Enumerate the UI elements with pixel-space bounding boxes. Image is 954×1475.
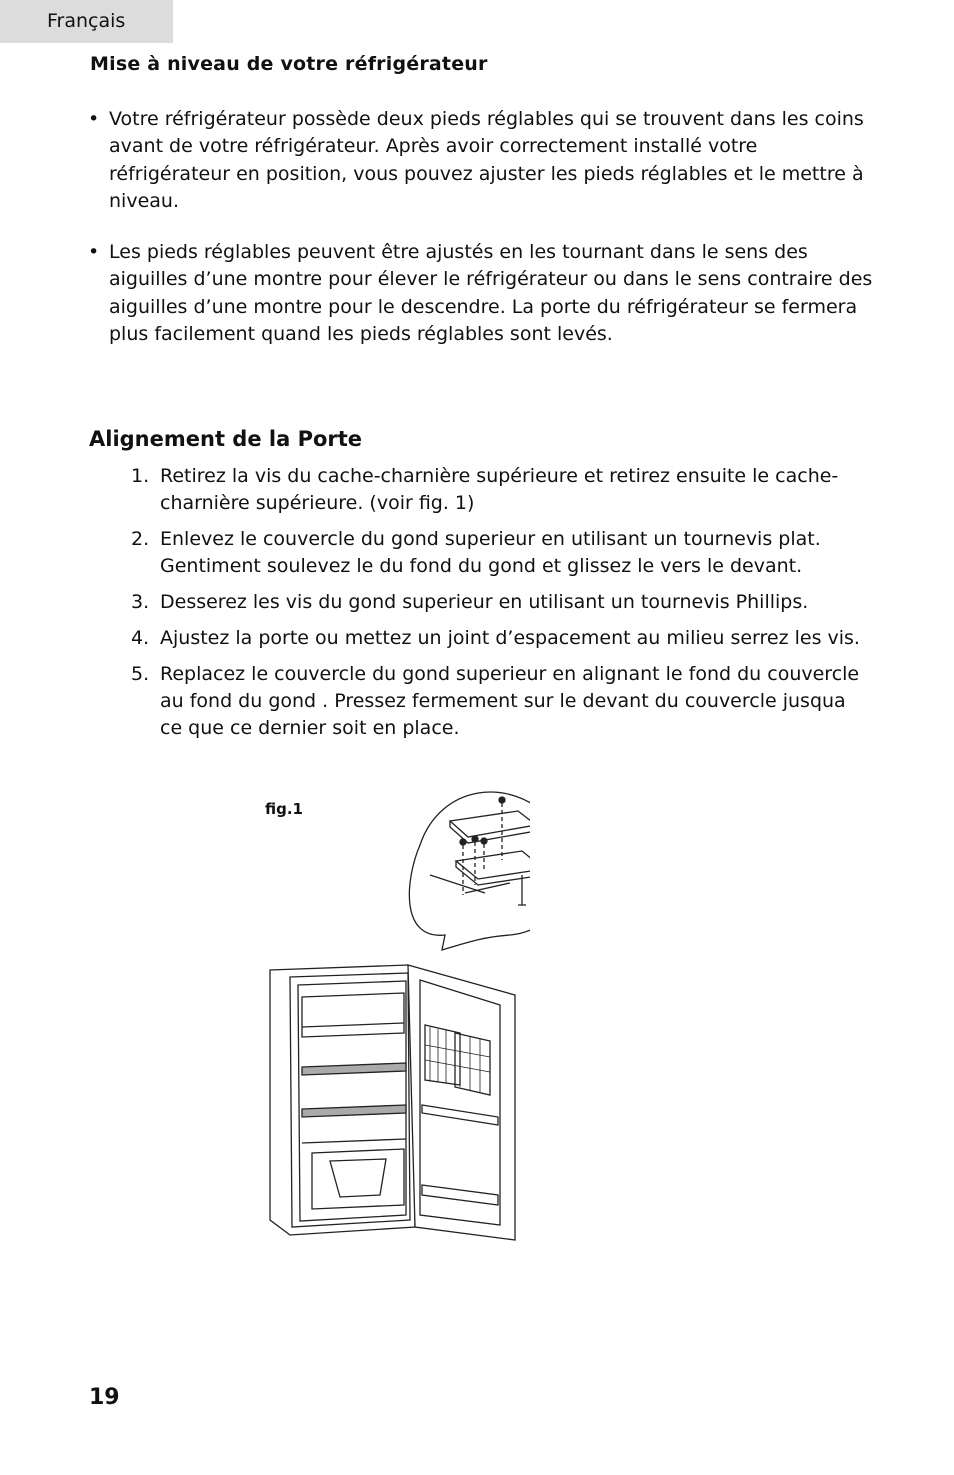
step-text: Retirez la vis du cache-charnière supérieure et retirez ensuite le cache-charnière supérieure. (voir fig. 1) (160, 465, 839, 514)
leveling-bullet-list (88, 106, 878, 372)
step-number: 1. (131, 465, 150, 487)
door-step (131, 661, 871, 742)
page-number: 19 (89, 1385, 120, 1410)
leveling-title: Mise à niveau de votre réfrigérateur (90, 53, 488, 75)
refrigerator-figure (260, 765, 530, 1250)
step-text: Desserez les vis du gond superieur en utilisant un tournevis Phillips. (160, 591, 809, 613)
hinge-callout (409, 792, 530, 950)
step-text: Replacez le couvercle du gond superieur en alignant le fond du couvercle au fond du gond . Pressez fermement sur le devant du couvercle jusqua ce que ce dernier soit en place. (160, 663, 860, 739)
door-steps-list (131, 463, 871, 751)
step-number: 4. (131, 627, 150, 649)
refrigerator-door (408, 965, 515, 1240)
door-step (131, 589, 871, 616)
step-text: Ajustez la porte ou mettez un joint d’espacement au milieu serrez les vis. (160, 627, 860, 649)
figure-label: fig.1 (265, 800, 303, 818)
door-step (131, 526, 871, 580)
step-number: 3. (131, 591, 150, 613)
language-tab: Français (0, 0, 173, 43)
step-number: 2. (131, 528, 150, 550)
door-step (131, 625, 871, 652)
leveling-bullet: • Les pieds réglables peuvent être ajustés en les tournant dans le sens des aiguilles d’une montre pour élever le réfrigérateur ou dans le sens contraire des aiguilles d’une montre pour le descendre. La porte du réfrigérateur se fermera plus facilement quand les pieds réglables sont levés. (88, 239, 878, 348)
refrigerator-body (270, 965, 415, 1235)
door-step (131, 463, 871, 517)
step-number: 5. (131, 663, 150, 685)
step-text: Enlevez le couvercle du gond superieur en utilisant un tournevis plat. Gentiment soulevez le du fond du gond et glissez le vers le devant. (160, 528, 821, 577)
door-alignment-title: Alignement de la Porte (89, 427, 363, 451)
leveling-bullet: • Votre réfrigérateur possède deux pieds réglables qui se trouvent dans les coins avant de votre réfrigérateur. Après avoir correctement installé votre réfrigérateur en position, vous pouvez ajuster les pieds réglables et le mettre à niveau. (88, 106, 878, 215)
